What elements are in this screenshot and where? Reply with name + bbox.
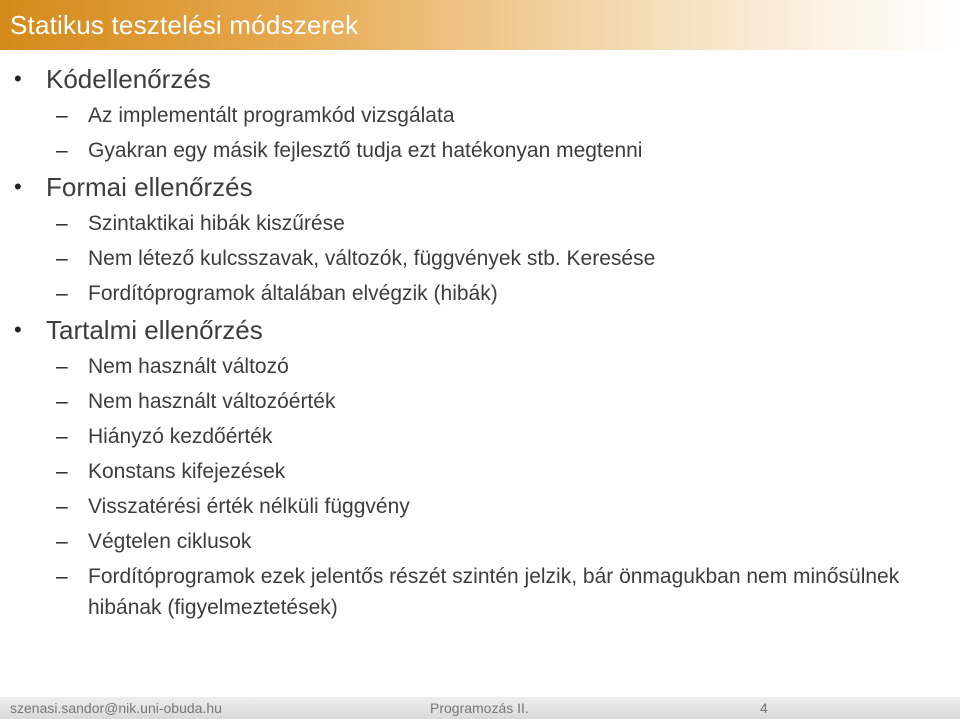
bullet-icon: • bbox=[14, 174, 22, 199]
sub-bullet-text: Fordítóprogramok ezek jelentős részét szintén jelzik, bár önmagukban nem minősülnek hibának (figyelmeztetések) bbox=[88, 565, 900, 619]
dash-icon: – bbox=[56, 495, 68, 518]
slide-content bbox=[0, 58, 960, 627]
footer-email: szenasi.sandor@nik.uni-obuda.hu bbox=[10, 700, 222, 716]
sub-bullet bbox=[0, 561, 960, 623]
bullet-tartalmi-ellenorzes bbox=[0, 313, 960, 347]
sub-bullet bbox=[0, 351, 960, 382]
bullet-heading: Kódellenőrzés bbox=[46, 64, 211, 94]
dash-icon: – bbox=[56, 139, 68, 162]
bullet-formai-ellenorzes bbox=[0, 170, 960, 204]
sub-bullet bbox=[0, 526, 960, 557]
dash-icon: – bbox=[56, 282, 68, 305]
sub-bullet-text: Az implementált programkód vizsgálata bbox=[88, 104, 455, 127]
sub-bullet bbox=[0, 243, 960, 274]
sub-bullet-text: Nem létező kulcsszavak, változók, függvények stb. Keresése bbox=[88, 247, 656, 270]
sub-bullet-text: Hiányzó kezdőérték bbox=[88, 425, 273, 448]
bullet-kodellenorzes bbox=[0, 62, 960, 96]
sub-bullet bbox=[0, 135, 960, 166]
slide-footer bbox=[0, 697, 960, 719]
dash-icon: – bbox=[56, 530, 68, 553]
bullet-heading: Formai ellenőrzés bbox=[46, 172, 253, 202]
sub-bullet bbox=[0, 100, 960, 131]
sub-bullet bbox=[0, 421, 960, 452]
bullet-heading: Tartalmi ellenőrzés bbox=[46, 315, 263, 345]
slide-title: Statikus tesztelési módszerek bbox=[10, 10, 359, 40]
dash-icon: – bbox=[56, 104, 68, 127]
dash-icon: – bbox=[56, 565, 68, 588]
sub-bullet bbox=[0, 278, 960, 309]
dash-icon: – bbox=[56, 390, 68, 413]
sub-bullet-text: Konstans kifejezések bbox=[88, 460, 286, 483]
dash-icon: – bbox=[56, 355, 68, 378]
sub-bullet-text: Nem használt változó bbox=[88, 355, 289, 378]
dash-icon: – bbox=[56, 425, 68, 448]
sub-bullet-text: Szintaktikai hibák kiszűrése bbox=[88, 212, 345, 235]
sub-bullet-text: Nem használt változóérték bbox=[88, 390, 336, 413]
sub-bullet-text: Gyakran egy másik fejlesztő tudja ezt hatékonyan megtenni bbox=[88, 139, 643, 162]
sub-bullet bbox=[0, 208, 960, 239]
sub-bullet bbox=[0, 491, 960, 522]
sub-bullet-text: Visszatérési érték nélküli függvény bbox=[88, 495, 410, 518]
sub-bullet bbox=[0, 386, 960, 417]
bullet-icon: • bbox=[14, 66, 22, 91]
dash-icon: – bbox=[56, 247, 68, 270]
footer-page-number: 4 bbox=[760, 700, 768, 716]
footer-course: Programozás II. bbox=[430, 700, 529, 716]
dash-icon: – bbox=[56, 460, 68, 483]
bullet-icon: • bbox=[14, 317, 22, 342]
title-bar bbox=[0, 0, 960, 50]
sub-bullet-text: Végtelen ciklusok bbox=[88, 530, 252, 553]
sub-bullet bbox=[0, 456, 960, 487]
sub-bullet-text: Fordítóprogramok általában elvégzik (hibák) bbox=[88, 282, 498, 305]
dash-icon: – bbox=[56, 212, 68, 235]
